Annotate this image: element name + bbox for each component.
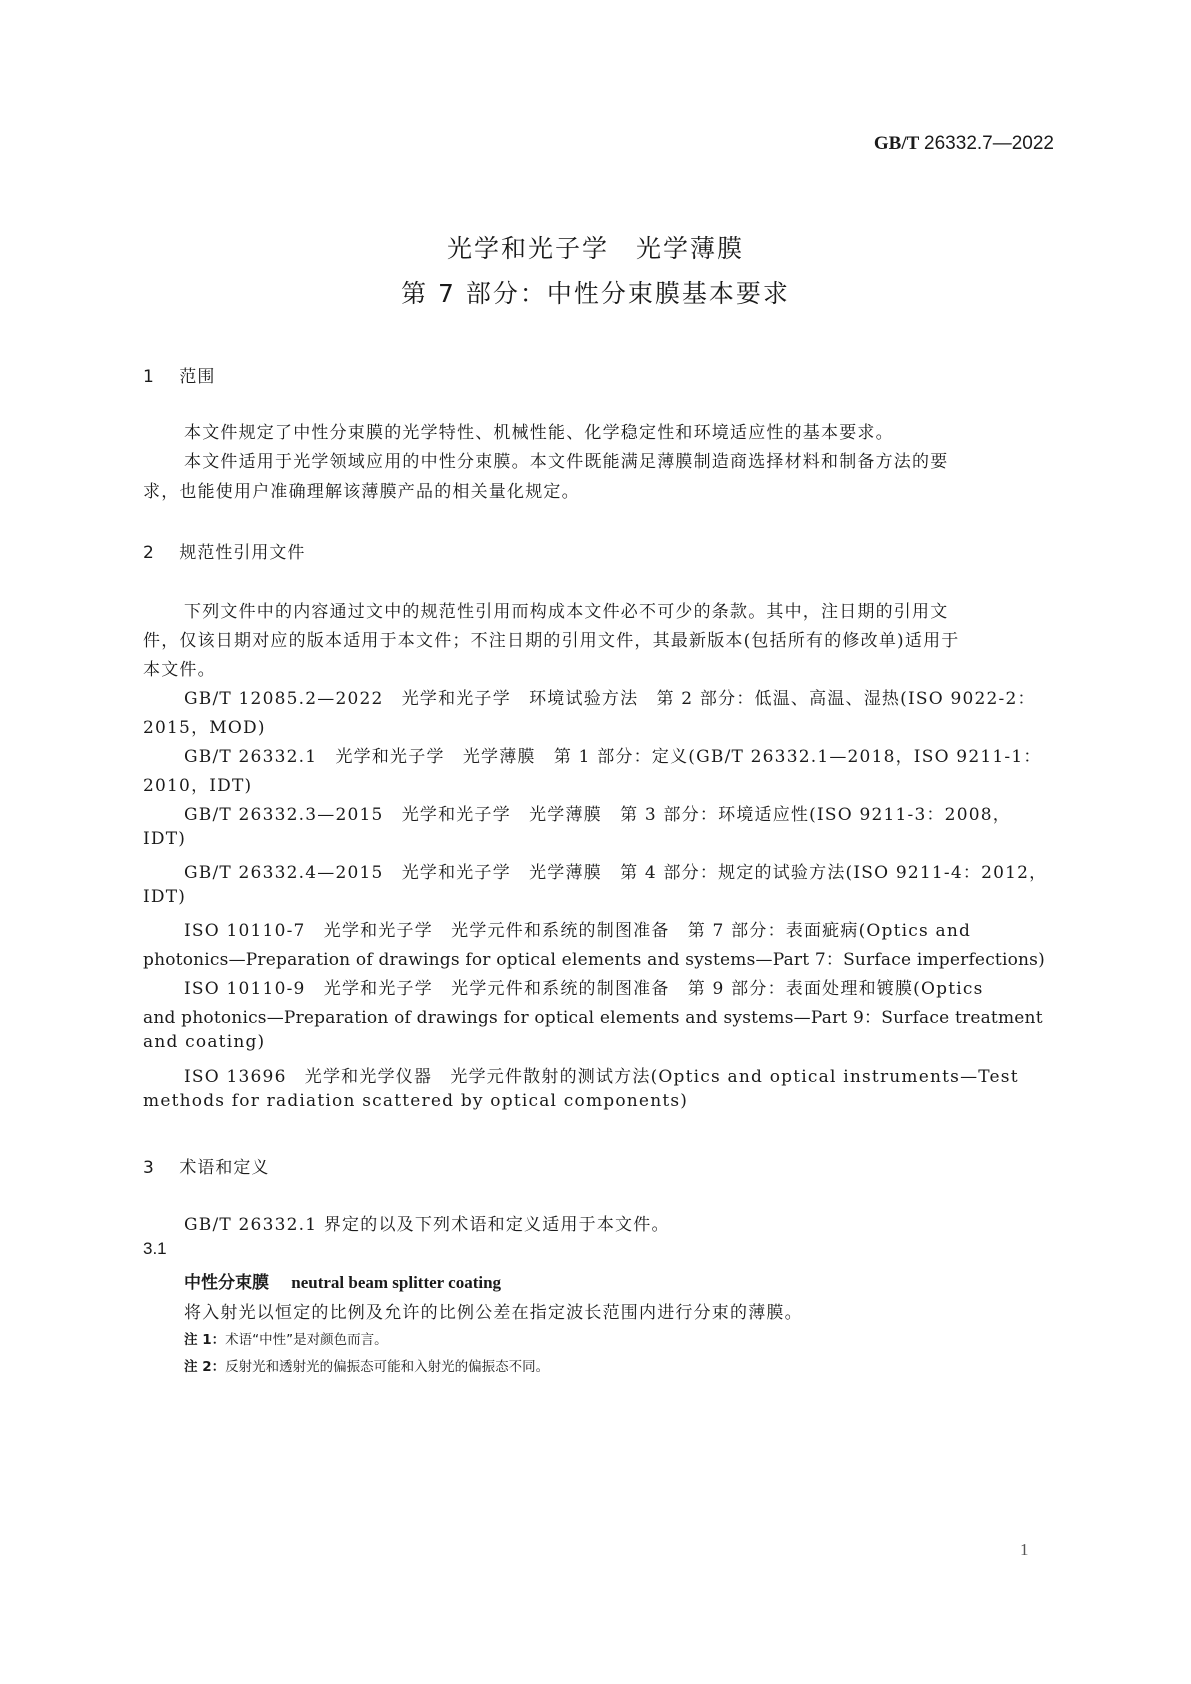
paragraph-line: 求，也能使用户准确理解该薄膜产品的相关量化规定。 [143, 482, 580, 502]
document-title-line-2: 第 7 部分：中性分束膜基本要求 [401, 279, 790, 308]
reference-line: IDT) [143, 887, 187, 907]
term-name-zh: 中性分束膜 [184, 1273, 269, 1293]
note-label: 注 1： [184, 1332, 226, 1348]
note-label: 注 2： [184, 1359, 226, 1375]
section-number: 3 [143, 1158, 155, 1178]
term-number: 3.1 [143, 1239, 167, 1258]
section-title: 规范性引用文件 [179, 543, 306, 563]
reference-line: and coating) [143, 1032, 266, 1052]
reference-line: methods for radiation scattered by optical components) [143, 1091, 689, 1111]
reference-line: GB/T 26332.1 光学和光子学 光学薄膜 第 1 部分：定义(GB/T 26332.1—2018，ISO 9211-1： [184, 747, 1042, 767]
reference-line: photonics—Preparation of drawings for optical elements and systems—Part 7：Surface imperfections) [143, 950, 1045, 970]
reference-line: GB/T 26332.3—2015 光学和光子学 光学薄膜 第 3 部分：环境适应性(ISO 9211-3：2008， [184, 805, 1011, 825]
reference-line: ISO 13696 光学和光学仪器 光学元件散射的测试方法(Optics and optical instruments—Test [184, 1067, 1019, 1087]
page-number: 1 [1020, 1540, 1029, 1559]
section-number: 2 [143, 543, 155, 563]
section-title: 术语和定义 [179, 1158, 270, 1178]
section-heading-normative-references [143, 538, 305, 563]
term-definition: 将入射光以恒定的比例及允许的比例公差在指定波长范围内进行分束的薄膜。 [184, 1303, 803, 1323]
reference-line: 2010，IDT) [143, 776, 253, 796]
reference-line: and photonics—Preparation of drawings for optical elements and systems—Part 9：Surface treatment [143, 1008, 1043, 1028]
section-heading-scope [143, 362, 215, 387]
section-title: 范围 [179, 367, 216, 387]
document-code-prefix: GB/T [873, 133, 920, 154]
document-title-line-1: 光学和光子学 光学薄膜 [446, 234, 744, 263]
note-text: 反射光和透射光的偏振态可能和入射光的偏振态不同。 [225, 1359, 550, 1375]
document-code-number: 26332.7—2022 [924, 133, 1054, 154]
paragraph-line: 件，仅该日期对应的版本适用于本文件；不注日期的引用文件，其最新版本(包括所有的修改单)适用于 [143, 631, 960, 651]
term-note [184, 1355, 549, 1375]
reference-line: IDT) [143, 829, 187, 849]
term-name [184, 1268, 501, 1293]
term-note [184, 1328, 388, 1348]
paragraph-line: 本文件规定了中性分束膜的光学特性、机械性能、化学稳定性和环境适应性的基本要求。 [184, 423, 894, 443]
paragraph-line: GB/T 26332.1 界定的以及下列术语和定义适用于本文件。 [184, 1215, 670, 1235]
section-heading-terms-definitions [143, 1153, 269, 1178]
paragraph-line: 本文件。 [143, 660, 216, 680]
reference-line: ISO 10110-7 光学和光子学 光学元件和系统的制图准备 第 7 部分：表面疵病(Optics and [184, 921, 972, 941]
reference-line: ISO 10110-9 光学和光子学 光学元件和系统的制图准备 第 9 部分：表面处理和镀膜(Optics [184, 979, 984, 999]
reference-line: GB/T 12085.2—2022 光学和光子学 环境试验方法 第 2 部分：低温、高温、湿热(ISO 9022-2： [184, 689, 1036, 709]
term-name-en: neutral beam splitter coating [291, 1273, 502, 1292]
reference-line: GB/T 26332.4—2015 光学和光子学 光学薄膜 第 4 部分：规定的试验方法(ISO 9211-4：2012， [184, 863, 1048, 883]
paragraph-line: 下列文件中的内容通过文中的规范性引用而构成本文件必不可少的条款。其中，注日期的引用文 [184, 602, 949, 622]
paragraph-line: 本文件适用于光学领域应用的中性分束膜。本文件既能满足薄膜制造商选择材料和制备方法的要 [184, 452, 949, 472]
document-code [874, 133, 1054, 155]
reference-line: 2015，MOD) [143, 718, 266, 738]
section-number: 1 [143, 367, 155, 387]
note-text: 术语“中性”是对颜色而言。 [225, 1332, 388, 1348]
